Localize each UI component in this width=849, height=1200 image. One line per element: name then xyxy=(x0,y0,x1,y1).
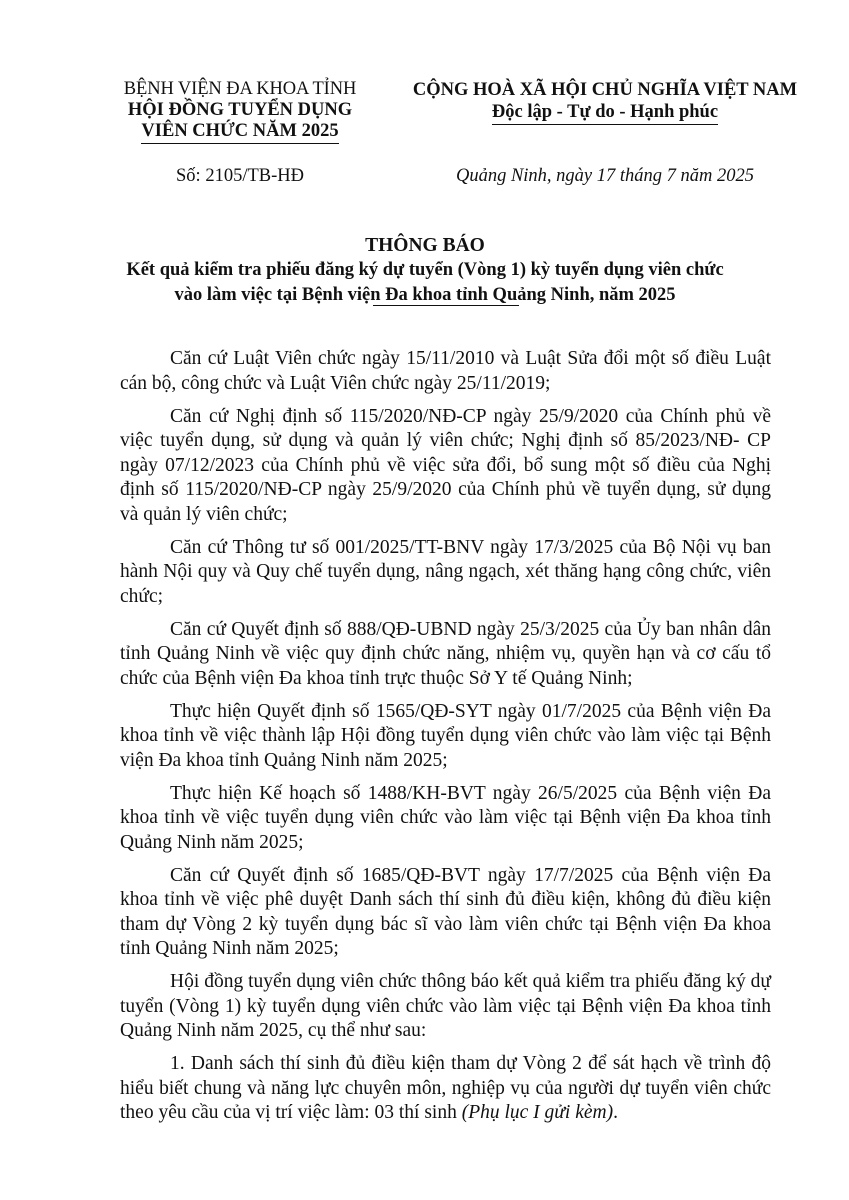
title-divider xyxy=(373,305,519,306)
legal-basis-paragraph: Căn cứ Nghị định số 115/2020/NĐ-CP ngày 25/9/2020 của Chính phủ về việc tuyển dụng, sử dụng và quản lý viên chức; Nghị định số 85/2023/NĐ- CP ngày 07/12/2023 của Chính phủ về việc sửa đổi, bổ sung một số điều của Nghị định số 115/2020/NĐ-CP ngày 25/9/2020 của Chính phủ về tuyển dụng, sử dụng và quản lý viên chức; xyxy=(120,405,771,525)
legal-basis-paragraph: Thực hiện Quyết định số 1565/QĐ-SYT ngày 01/7/2025 của Bệnh viện Đa khoa tỉnh về việc thành lập Hội đồng tuyển dụng viên chức vào làm việc tại Bệnh viện Đa khoa tỉnh Quảng Ninh năm 2025; xyxy=(120,700,771,771)
legal-basis-paragraph: Căn cứ Quyết định số 1685/QĐ-BVT ngày 17/7/2025 của Bệnh viện Đa khoa tỉnh về việc phê duyệt Danh sách thí sinh đủ điều kiện, không đủ điều kiện tham dự Vòng 2 kỳ tuyển dụng bác sĩ vào làm viên chức tại Bệnh viện Đa khoa tỉnh Quảng Ninh năm 2025; xyxy=(120,864,771,959)
announcement-intro-paragraph: Hội đồng tuyển dụng viên chức thông báo kết quả kiểm tra phiếu đăng ký dự tuyển (Vòng 1) kỳ tuyển dụng viên chức vào làm việc tại Bệnh viện Đa khoa tỉnh Quảng Ninh năm 2025, cụ thể như sau: xyxy=(120,971,771,1041)
legal-basis-paragraph: Căn cứ Thông tư số 001/2025/TT-BNV ngày 17/3/2025 của Bộ Nội vụ ban hành Nội quy và Quy chế tuyển dụng, nâng ngạch, xét thăng hạng công chức, viên chức; xyxy=(120,536,771,607)
title-line-1: Kết quả kiểm tra phiếu đăng ký dự tuyển (Vòng 1) kỳ tuyển dụng viên chức xyxy=(126,260,724,280)
document-body xyxy=(120,347,771,1134)
item-1-text: 1. Danh sách thí sinh đủ điều kiện tham dự Vòng 2 để sát hạch về trình độ hiểu biết chung và năng lực chuyên môn, nghiệp vụ của người dự tuyển viên chức theo yêu cầu của vị trí việc làm: 03 thí sinh xyxy=(120,1053,771,1123)
title-line-2: vào làm việc tại Bệnh viện Đa khoa tỉnh Quảng Ninh, năm 2025 xyxy=(174,285,676,305)
item-1-paragraph xyxy=(120,1052,771,1126)
item-1-end: . xyxy=(613,1102,618,1123)
document-number: Số: 2105/TB-HĐ xyxy=(176,166,304,186)
council-name-line1: HỘI ĐỒNG TUYỂN DỤNG xyxy=(127,100,353,120)
country-name: CỘNG HOÀ XÃ HỘI CHỦ NGHĨA VIỆT NAM xyxy=(412,80,798,100)
council-name-line2: VIÊN CHỨC NĂM 2025 xyxy=(141,121,338,144)
hospital-name: BỆNH VIỆN ĐA KHOA TỈNH xyxy=(123,79,357,99)
appendix-reference: (Phụ lục I gửi kèm) xyxy=(461,1102,614,1123)
national-motto: Độc lập - Tự do - Hạnh phúc xyxy=(492,101,718,125)
document-title xyxy=(95,233,755,308)
legal-basis-paragraph: Căn cứ Luật Viên chức ngày 15/11/2010 và Luật Sửa đổi một số điều Luật cán bộ, công chức và Luật Viên chức ngày 25/11/2019; xyxy=(120,348,771,394)
legal-basis-paragraph: Thực hiện Kế hoạch số 1488/KH-BVT ngày 26/5/2025 của Bệnh viện Đa khoa tỉnh về việc tuyển dụng viên chức vào làm việc tại Bệnh viện Đa khoa tỉnh Quảng Ninh năm 2025; xyxy=(120,782,771,853)
document-type: THÔNG BÁO xyxy=(365,235,485,256)
national-header xyxy=(405,79,805,125)
legal-basis-paragraph: Căn cứ Quyết định số 888/QĐ-UBND ngày 25/3/2025 của Ủy ban nhân dân tỉnh Quảng Ninh về việc quy định chức năng, nhiệm vụ, quyền hạn và cơ cấu tổ chức của Bệnh viện Đa khoa tỉnh trực thuộc Sở Y tế Quảng Ninh; xyxy=(120,618,771,689)
place-and-date: Quảng Ninh, ngày 17 tháng 7 năm 2025 xyxy=(455,166,755,186)
issuing-body-header xyxy=(95,79,385,144)
